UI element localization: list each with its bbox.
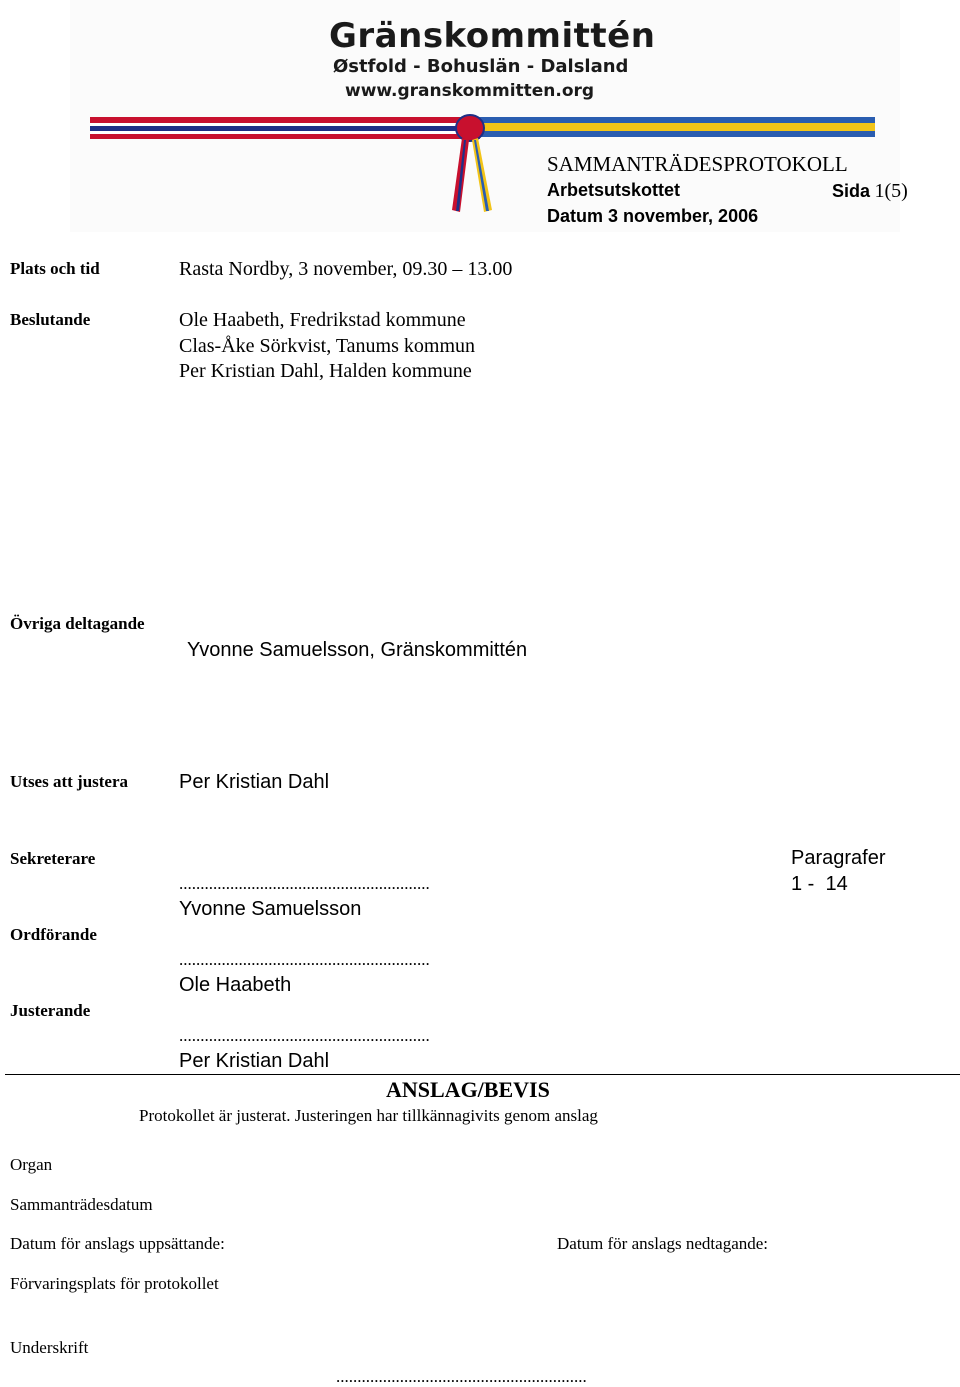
page-label: Sida [832,181,871,201]
posted-date-label: Datum för anslags uppsättande: [10,1234,225,1253]
signature-label: Underskrift [10,1338,89,1357]
divider [5,1074,960,1075]
chair-name: Ole Haabeth [179,974,292,996]
meeting-date: Datum 3 november, 2006 [547,206,759,226]
decision-maker-1: Ole Haabeth, Fredrikstad kommune [179,309,466,331]
logo-title: Gränskommittén [329,16,656,56]
ribbon-knot [456,115,484,141]
place-value: Rasta Nordby, 3 november, 09.30 – 13.00 [179,258,513,280]
adjuster-name: Per Kristian Dahl [179,1050,330,1072]
adjuster-label: Justerande [10,1001,91,1020]
paragraphs-value: 1 - 14 [791,873,848,895]
sweden-ribbon-blue-top [470,117,875,123]
page-value: 1(5) [874,180,908,202]
secretary-signature-line: ........................................................... [179,874,430,893]
notice-text: Protokollet är justerat. Justeringen har tillkännagivits genom anslag [139,1106,598,1125]
place-label: Plats och tid [10,259,100,278]
norway-ribbon-white-2 [90,131,480,134]
chair-signature-line: ........................................................... [179,950,430,969]
chair-label: Ordförande [10,925,97,944]
norway-ribbon-red-top [90,117,480,123]
adjuster-appointed-label: Utses att justera [10,772,129,791]
decision-makers-label: Beslutande [10,310,91,329]
sweden-ribbon-blue-bottom [470,131,875,137]
logo-regions: Østfold - Bohuslän - Dalsland [333,56,629,77]
organ-label: Organ [10,1155,53,1174]
norway-ribbon-red-bottom [90,134,480,139]
other-participants-label: Övriga deltagande [10,614,145,633]
adjuster-appointed-value: Per Kristian Dahl [179,771,330,793]
norway-ribbon-white [90,123,480,126]
storage-label: Förvaringsplats för protokollet [10,1274,219,1293]
norway-ribbon-blue [90,126,480,131]
meeting-date-label: Sammanträdesdatum [10,1195,153,1214]
paragraphs-label: Paragrafer [791,847,886,869]
signature-line: ........................................................... [336,1367,587,1386]
notice-title: ANSLAG/BEVIS [386,1077,550,1102]
secretary-name: Yvonne Samuelsson [179,898,362,920]
logo-url: www.granskommitten.org [345,81,595,101]
adjuster-signature-line: ........................................................... [179,1026,430,1045]
other-participants-value: Yvonne Samuelsson, Gränskommittén [187,639,528,661]
document-type: SAMMANTRÄDESPROTOKOLL [547,152,848,176]
decision-maker-3: Per Kristian Dahl, Halden kommune [179,360,472,382]
logo [70,0,900,232]
sweden-ribbon-yellow [470,123,875,131]
secretary-label: Sekreterare [10,849,96,868]
committee-name: Arbetsutskottet [547,180,681,200]
sweden-tail-stripe [474,140,489,211]
decision-maker-2: Clas-Åke Sörkvist, Tanums kommun [179,335,476,357]
page-indicator [832,180,908,203]
ribbon-graphic [70,0,900,232]
removed-date-label: Datum för anslags nedtagande: [557,1234,769,1253]
